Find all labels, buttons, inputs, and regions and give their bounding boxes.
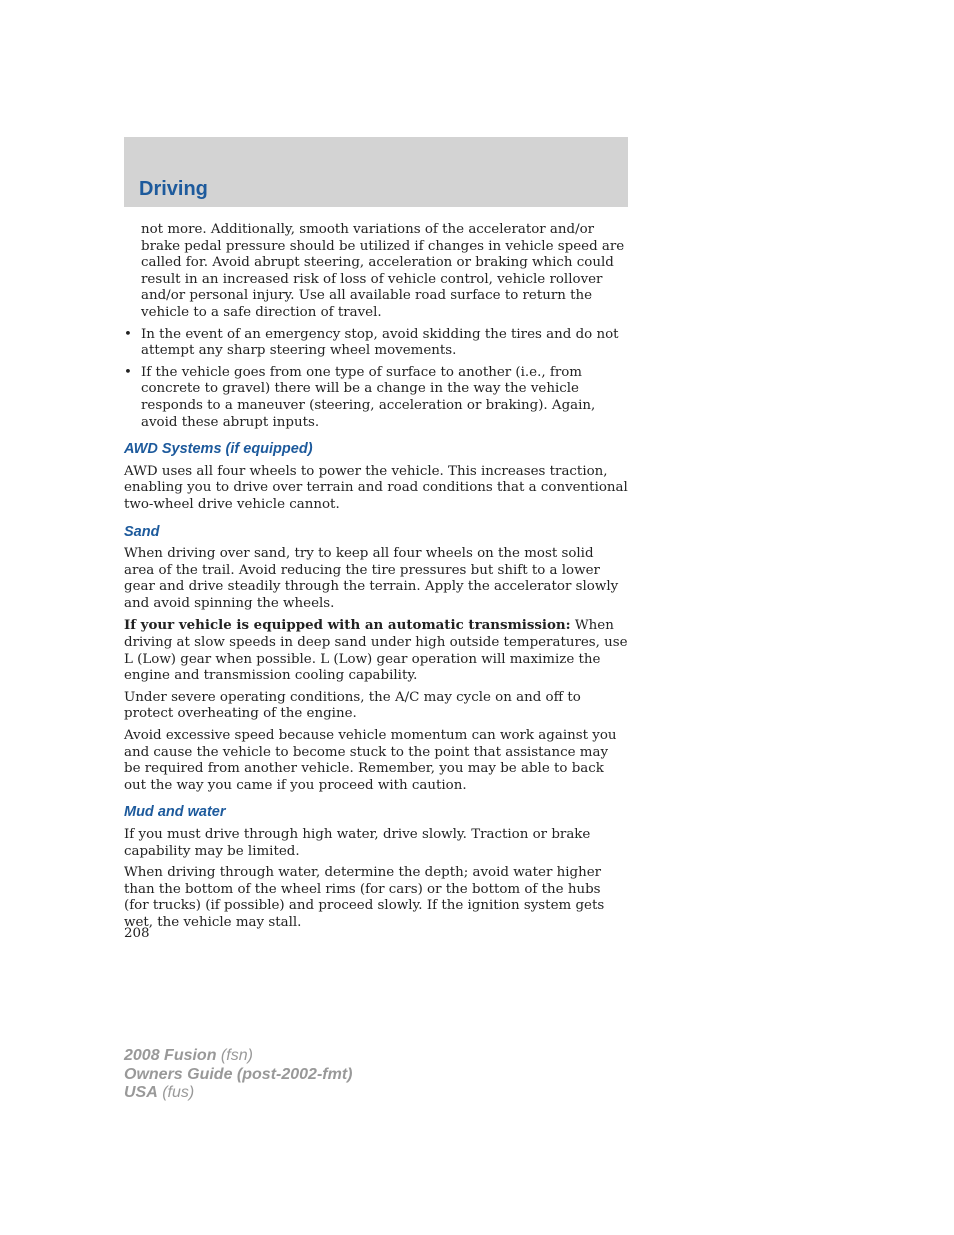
mud-heading: Mud and water <box>124 804 226 821</box>
awd-paragraph: AWD uses all four wheels to power the vehicle. This increases traction, enabling you to drive over terrain and road conditions that a conventional two-wheel drive vehicle cannot. <box>124 463 628 512</box>
document-footer <box>124 1047 352 1103</box>
sand-paragraph-4: Avoid excessive speed because vehicle momentum can work against you and cause the vehicle to become stuck to the point that assistance may be required from another vehicle. Remember, you may be able to back out the way you came if you proceed with caution. <box>124 728 617 793</box>
section-title: Driving <box>139 178 208 200</box>
footer-model-code: (fsn) <box>216 1047 253 1064</box>
footer-market-code: (fus) <box>157 1084 195 1101</box>
footer-guide: Owners Guide (post-2002-fmt) <box>124 1065 353 1083</box>
footer-line-2 <box>124 1066 352 1085</box>
page-number: 208 <box>124 926 150 941</box>
section-header-band <box>124 137 628 207</box>
sand-paragraph-1: When driving over sand, try to keep all four wheels on the most solid area of the trail. Avoid reducing the tire pressures but shift to a lower gear and drive steadily through the terrain. Apply the accelerator slowly and avoid spinning the wheels. <box>124 546 619 611</box>
footer-line-1 <box>124 1047 352 1066</box>
sand-paragraph-2 <box>124 617 628 684</box>
bullet-text: In the event of an emergency stop, avoid skidding the tires and do not attempt any sharp steering wheel movements. <box>141 326 619 359</box>
footer-market: USA <box>124 1084 158 1101</box>
awd-heading: AWD Systems (if equipped) <box>124 441 313 458</box>
sand-paragraph-3: Under severe operating conditions, the A/C may cycle on and off to protect overheating of the engine. <box>124 689 581 722</box>
sand-paragraph-2-lead: If your vehicle is equipped with an automatic transmission: <box>124 617 571 634</box>
mud-paragraph-2: When driving through water, determine the depth; avoid water higher than the bottom of the wheel rims (for cars) or the bottom of the hubs (for trucks) (if possible) and proceed slowly. If the ignition system gets wet, the vehicle may stall. <box>124 865 605 930</box>
bullet-list <box>124 327 628 432</box>
bullet-icon: • <box>124 364 132 380</box>
page-content <box>124 222 628 937</box>
mud-paragraph-1: If you must drive through high water, drive slowly. Traction or brake capability may be limited. <box>124 827 591 859</box>
bullet-text: If the vehicle goes from one type of surface to another (i.e., from concrete to gravel) there will be a change in the way the vehicle responds to a maneuver (steering, acceleration or braking). Again, avoid these abrupt inputs. <box>141 364 596 430</box>
footer-model: 2008 Fusion <box>124 1047 217 1064</box>
list-item <box>124 327 628 360</box>
bullet-icon: • <box>124 326 132 342</box>
sand-heading: Sand <box>124 523 160 540</box>
list-item <box>124 365 628 431</box>
footer-line-3 <box>124 1084 352 1103</box>
intro-paragraph: not more. Additionally, smooth variations of the accelerator and/or brake pedal pressure should be utilized if changes in vehicle speed are called for. Avoid abrupt steering, acceleration or braking which could result in an increased risk of loss of vehicle control, vehicle rollover and/or personal injury. Use all available road surface to return the vehicle to a safe direction of travel. <box>141 222 625 320</box>
sand-paragraph-2-rest: When driving at slow speeds in deep sand under high outside temperatures, use L (Low) gear when possible. L (Low) gear operation will maximize the engine and transmission cooling capability. <box>124 618 628 684</box>
